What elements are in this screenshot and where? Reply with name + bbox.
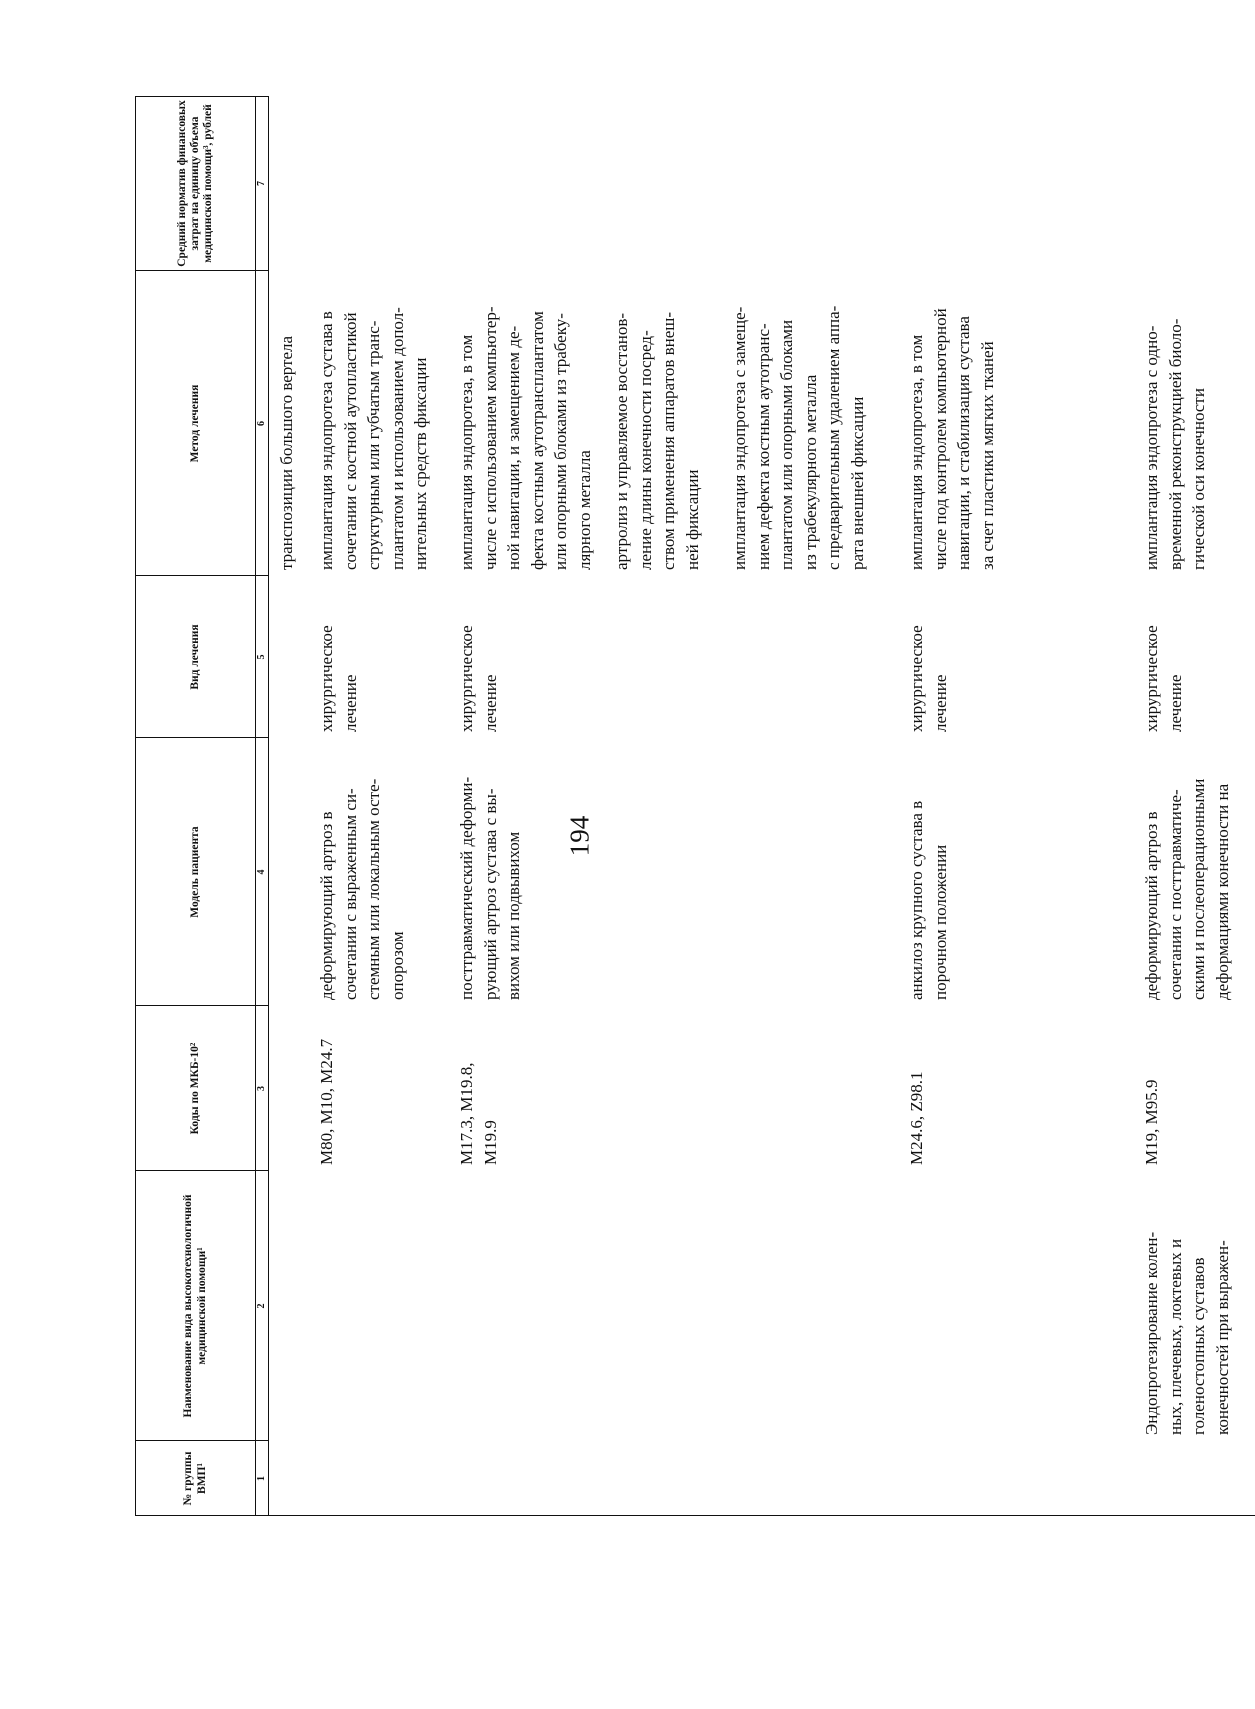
header-cost-standard: Средний норматив финансовых затрат на единицу объема медицинской помощи³, рублей (175, 100, 215, 267)
row-6-codes: M19, M95.9 (1142, 1079, 1161, 1165)
row-1-method: имплантация эндопротеза сустава в сочетании с костной аутопластикой структурным или губчатым транс- плантатом и использованием допол- нительных средств фиксации (317, 307, 430, 570)
row-6-name: Эндопротезирование колен- ных, плечевых, локтевых и голеностопных суставов конечностей при выражен- (1142, 1231, 1232, 1435)
col-number-2: 2 (256, 1303, 267, 1309)
row-6-model: деформирующий артроз в сочетании с посттравматиче- скими и послеоперационными деформациями конечности на (1142, 778, 1232, 1000)
row-0-method: транспозиции большого вертела (277, 335, 296, 570)
medical-care-table (135, 96, 1255, 1516)
number-row-bottom-rule (268, 96, 269, 1516)
header-icd-codes: Коды по МКБ-10² (188, 1042, 201, 1135)
row-2-treatment-type: хирургическое лечение (457, 625, 500, 732)
row-1-treatment-type: хирургическое лечение (317, 625, 360, 732)
col-number-6: 6 (256, 421, 267, 426)
col-number-1: 1 (256, 1476, 267, 1481)
header-treatment-method: Метод лечения (188, 384, 201, 463)
row-5-codes: M24.6, Z98.1 (907, 1071, 926, 1165)
col-number-5: 5 (256, 654, 267, 660)
row-2-method: имплантация эндопротеза, в том числе с использованием компьютер- ной навигации, и замещением де- фекта костным аутотрансплантатом или опорными блоками из трабеку- лярного металла (457, 306, 594, 570)
row-5-treatment-type: хирургическое лечение (907, 625, 950, 732)
row-1-model: деформирующий артроз в сочетании с выраженным си- стемным или локальным осте- опорозом (317, 778, 407, 1000)
row-6-method: имплантация эндопротеза с одно- временной реконструкцией биоло- гической оси конечности (1142, 318, 1208, 570)
row-2-model: посттравматический деформи- рующий артроз сустава с вы- вихом или подвывихом (457, 776, 523, 1000)
header-group: № группы ВМП¹ (182, 1451, 208, 1506)
rotated-table-wrapper (135, 96, 1255, 1516)
row-4-method: имплантация эндопротеза с замеще- нием дефекта костным аутотранс- плантатом или опорными блоками из трабекулярного металла с предварительным удалением аппа- рата внешней фиксации (730, 305, 867, 570)
row-5-model: анкилоз крупного сустава в порочном положении (907, 800, 950, 1000)
page-number: 194 (564, 815, 595, 857)
header-patient-model: Модель пациента (188, 826, 201, 918)
row-1-codes: M80, M10, M24.7 (317, 1038, 336, 1165)
row-2-codes: M17.3, M19.8, M19.9 (457, 1062, 500, 1165)
table-left-rule (135, 1515, 1255, 1516)
row-3-method: артролиз и управляемое восстанов- ление длины конечности посред- ством применения аппаратов внеш- ней фиксации (612, 311, 702, 570)
col-number-3: 3 (256, 1086, 267, 1091)
header-treatment-type: Вид лечения (188, 624, 201, 690)
col-number-7: 7 (256, 181, 267, 186)
header-care-type: Наименование вида высокотехнологичной медицинской помощи¹ (182, 1194, 208, 1418)
row-5-method: имплантация эндопротеза, в том числе под контролем компьютерной навигации, и стабилизация сустава за счет пластики мягких тканей (907, 308, 997, 570)
row-6-treatment-type: хирургическое лечение (1142, 625, 1185, 732)
col-number-4: 4 (256, 869, 267, 875)
